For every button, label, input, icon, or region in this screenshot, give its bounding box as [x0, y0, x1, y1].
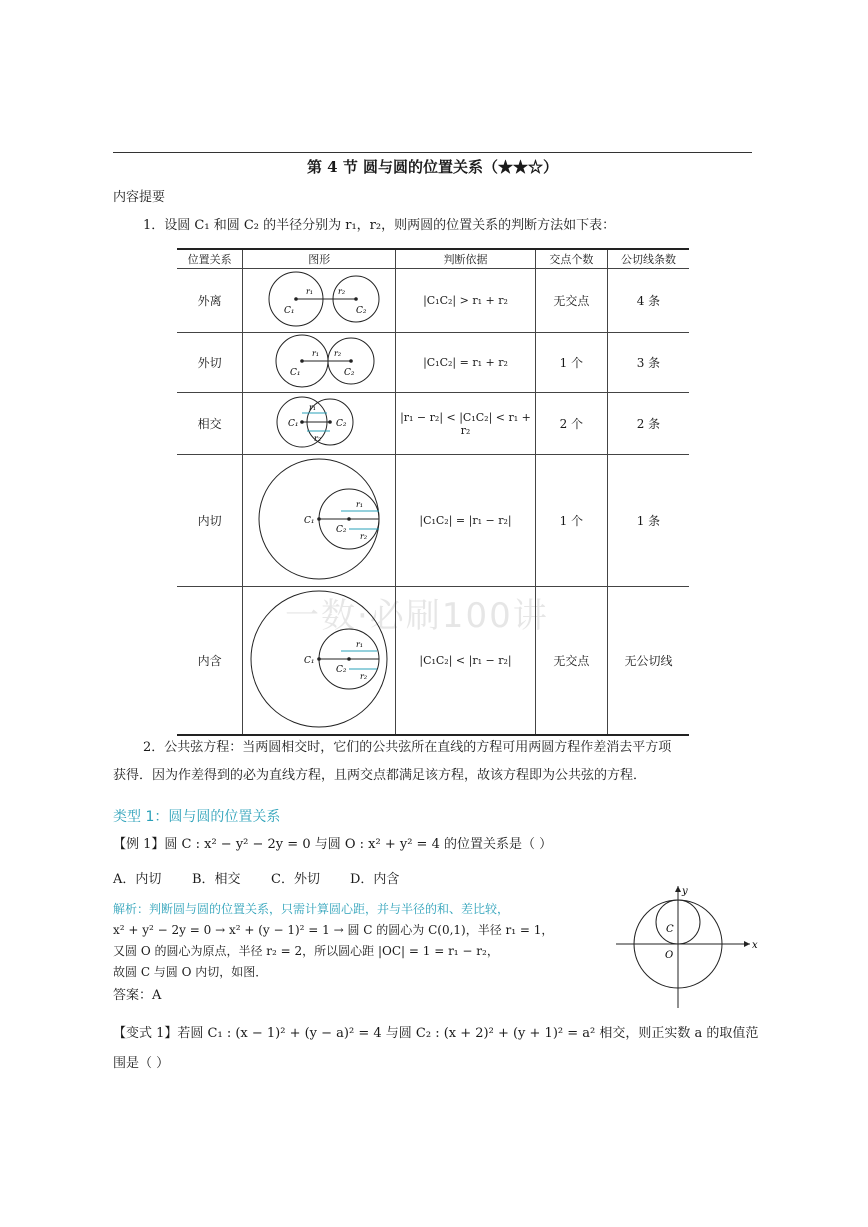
internal-tangent-figure: [244, 455, 394, 583]
tangents-cell: 2 条: [607, 393, 689, 455]
external-tangent-figure: [244, 333, 394, 389]
header-figure: 图形: [243, 249, 396, 269]
x-axis-label: x: [752, 940, 758, 951]
figure-cell: [243, 333, 396, 393]
table-row: [177, 455, 689, 587]
relation-cell: 外离: [177, 269, 243, 333]
points-cell: 1 个: [535, 333, 607, 393]
solution-line-2: x² + y² − 2y = 0 → x² + (y − 1)² = 1 → 圆 C 的圆心为 C(0,1)，半径 r₁ = 1，: [113, 923, 554, 937]
table-header-row: [177, 249, 689, 269]
r1-label: r₁: [356, 500, 364, 509]
c1-label: C₁: [284, 306, 295, 316]
page-title: 第 4 节 圆与圆的位置关系（★★☆）: [306, 158, 559, 176]
header-points: 交点个数: [535, 249, 607, 269]
point-2-line-2: 获得．因为作差得到的必为直线方程，且两交点都满足该方程，故该方程即为公共弦的方程．: [113, 768, 647, 783]
tangents-cell: 无公切线: [607, 587, 689, 736]
example-1-question: 【例 1】圆 C : x² − y² − 2y = 0 与圆 O : x² + y² = 4 的位置关系是（ ）: [113, 837, 553, 852]
relation-cell: 外切: [177, 333, 243, 393]
intersecting-circles-figure: [244, 393, 394, 451]
option-d: D．内含: [350, 872, 400, 887]
r2-label: r₂: [338, 287, 346, 296]
table-row: [177, 269, 689, 333]
c2-label: C₂: [344, 368, 355, 378]
c1-label: C₁: [288, 419, 299, 429]
solution-line-4: 故圆 C 与圆 O 内切，如图．: [113, 965, 268, 979]
r1-label: r₁: [312, 349, 320, 358]
r1-label: r₁: [356, 640, 364, 649]
relation-cell: 相交: [177, 393, 243, 455]
relation-cell: 内切: [177, 455, 243, 587]
condition-cell: |C₁C₂| = |r₁ − r₂|: [396, 455, 536, 587]
figure-cell: [243, 455, 396, 587]
separate-circles-figure: [244, 269, 394, 329]
figure-cell: [243, 587, 396, 736]
variant-1-line-1: 【变式 1】若圆 C₁ : (x − 1)² + (y − a)² = 4 与圆 C₂ : (x + 2)² + (y + 1)² = a² 相交，则正实数 a 的取值范: [113, 1026, 759, 1041]
answer: 答案：A: [113, 988, 162, 1003]
header-relation: 位置关系: [177, 249, 243, 269]
c2-label: C₂: [356, 306, 367, 316]
table-row: [177, 393, 689, 455]
center-c-label: C: [666, 924, 674, 935]
example-graph: [608, 882, 758, 1012]
title-rule: [113, 152, 752, 153]
option-b: B．相交: [192, 872, 241, 887]
r2-label: r₂: [360, 532, 368, 541]
r1-label: r₁: [306, 287, 314, 296]
table-row: [177, 333, 689, 393]
y-axis-label: y: [682, 886, 688, 897]
r1-label: r₁: [309, 403, 317, 412]
solution-line-3: 又圆 O 的圆心为原点，半径 r₂ = 2，所以圆心距 |OC| = 1 = r₁ − r₂，: [113, 944, 499, 958]
type-1-heading: 类型 1：圆与圆的位置关系: [113, 809, 281, 825]
relation-table: [177, 248, 689, 736]
figure-cell: [243, 269, 396, 333]
header-condition: 判断依据: [396, 249, 536, 269]
table-row: [177, 587, 689, 736]
condition-cell: |r₁ − r₂| < |C₁C₂| < r₁ + r₂: [396, 393, 536, 455]
option-c: C．外切: [271, 872, 320, 887]
c2-label: C₂: [336, 525, 347, 535]
condition-cell: |C₁C₂| = r₁ + r₂: [396, 333, 536, 393]
r2-label: r₂: [314, 434, 322, 443]
point-1-text: 1．设圆 C₁ 和圆 C₂ 的半径分别为 r₁，r₂，则两圆的位置关系的判断方法如下表：: [143, 218, 616, 233]
c1-label: C₁: [304, 516, 315, 526]
point-2-line-1: 2．公共弦方程：当两圆相交时，它们的公共弦所在直线的方程可用两圆方程作差消去平方项: [143, 740, 672, 755]
c2-label: C₂: [336, 665, 347, 675]
tangents-cell: 1 条: [607, 455, 689, 587]
r2-label: r₂: [334, 349, 342, 358]
c1-label: C₁: [290, 368, 301, 378]
points-cell: 无交点: [535, 587, 607, 736]
contained-circles-figure: [244, 587, 394, 731]
condition-cell: |C₁C₂| > r₁ + r₂: [396, 269, 536, 333]
origin-label: O: [665, 950, 674, 961]
tangents-cell: 3 条: [607, 333, 689, 393]
watermark: 一数·必刷100讲: [285, 596, 549, 636]
c2-label: C₂: [336, 419, 347, 429]
relation-cell: 内含: [177, 587, 243, 736]
points-cell: 2 个: [535, 393, 607, 455]
tangents-cell: 4 条: [607, 269, 689, 333]
variant-1-line-2: 围是（ ）: [113, 1056, 170, 1071]
points-cell: 1 个: [535, 455, 607, 587]
section-label: 内容提要: [113, 190, 166, 205]
solution-line-1: 解析：判断圆与圆的位置关系，只需计算圆心距，并与半径的和、差比较，: [113, 902, 510, 916]
points-cell: 无交点: [535, 269, 607, 333]
header-tangents: 公切线条数: [607, 249, 689, 269]
option-a: A．内切: [113, 872, 162, 887]
r2-label: r₂: [360, 672, 368, 681]
c1-label: C₁: [304, 656, 315, 666]
condition-cell: |C₁C₂| < |r₁ − r₂|: [396, 587, 536, 736]
figure-cell: [243, 393, 396, 455]
